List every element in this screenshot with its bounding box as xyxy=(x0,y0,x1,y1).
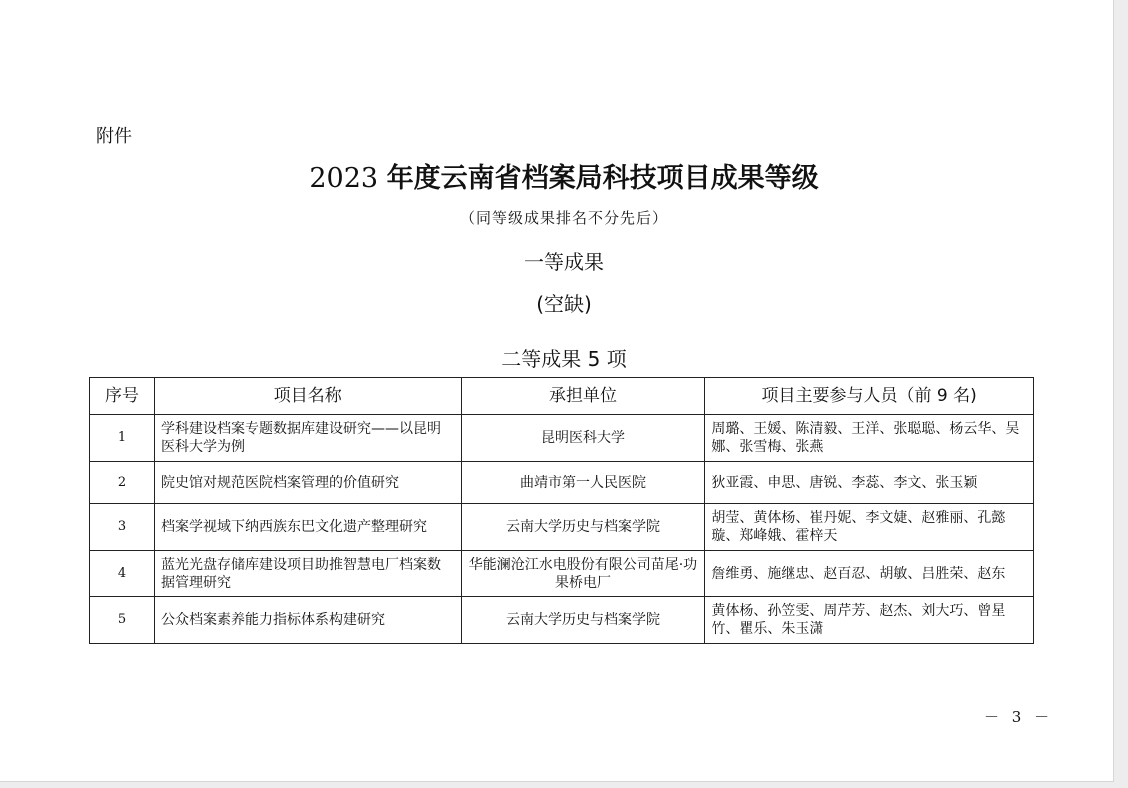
header-members: 项目主要参与人员（前 9 名) xyxy=(705,378,1034,415)
row-index: 1 xyxy=(90,415,155,462)
row-index: 2 xyxy=(90,462,155,504)
grade1-heading: 一等成果 xyxy=(524,250,604,274)
title-year: 2023 xyxy=(309,163,379,194)
table-row xyxy=(90,504,1034,551)
row-project-name: 档案学视域下纳西族东巴文化遗产整理研究 xyxy=(154,504,461,551)
row-members: 周璐、王媛、陈清毅、王洋、张聪聪、杨云华、吴娜、张雪梅、张燕 xyxy=(705,415,1034,462)
row-unit: 云南大学历史与档案学院 xyxy=(461,597,705,644)
table-header-row xyxy=(90,378,1034,415)
attachment-label: 附件 xyxy=(96,126,132,147)
row-unit: 曲靖市第一人民医院 xyxy=(461,462,705,504)
row-members: 胡莹、黄体杨、崔丹妮、李文婕、赵雅丽、孔懿璇、郑峰娥、霍梓天 xyxy=(705,504,1034,551)
row-project-name: 院史馆对规范医院档案管理的价值研究 xyxy=(154,462,461,504)
row-unit: 华能澜沧江水电股份有限公司苗尾·功果桥电厂 xyxy=(461,551,705,597)
page-number: － 3 － xyxy=(984,708,1054,726)
header-project-name: 项目名称 xyxy=(154,378,461,415)
row-members: 黄体杨、孙笠雯、周芹芳、赵杰、刘大巧、曾星竹、瞿乐、朱玉潇 xyxy=(705,597,1034,644)
table-row xyxy=(90,551,1034,597)
header-unit: 承担单位 xyxy=(461,378,705,415)
document-subtitle: （同等级成果排名不分先后） xyxy=(459,209,668,227)
document-title xyxy=(0,162,1128,196)
row-unit: 云南大学历史与档案学院 xyxy=(461,504,705,551)
header-index: 序号 xyxy=(90,378,155,415)
row-index: 3 xyxy=(90,504,155,551)
results-table xyxy=(89,377,1034,644)
row-members: 詹维勇、施继忠、赵百忍、胡敏、吕胜荣、赵东 xyxy=(705,551,1034,597)
grade2-heading: 二等成果 5 项 xyxy=(501,347,627,371)
table-row xyxy=(90,597,1034,644)
row-index: 4 xyxy=(90,551,155,597)
row-project-name: 蓝光光盘存储库建设项目助推智慧电厂档案数据管理研究 xyxy=(154,551,461,597)
title-main: 年度云南省档案局科技项目成果等级 xyxy=(386,163,819,194)
table-row xyxy=(90,415,1034,462)
row-project-name: 学科建设档案专题数据库建设研究——以昆明医科大学为例 xyxy=(154,415,461,462)
grade1-note: (空缺) xyxy=(536,292,592,316)
row-project-name: 公众档案素养能力指标体系构建研究 xyxy=(154,597,461,644)
row-members: 狄亚霞、申思、唐锐、李蕊、李文、张玉颖 xyxy=(705,462,1034,504)
row-unit: 昆明医科大学 xyxy=(461,415,705,462)
row-index: 5 xyxy=(90,597,155,644)
table-row xyxy=(90,462,1034,504)
